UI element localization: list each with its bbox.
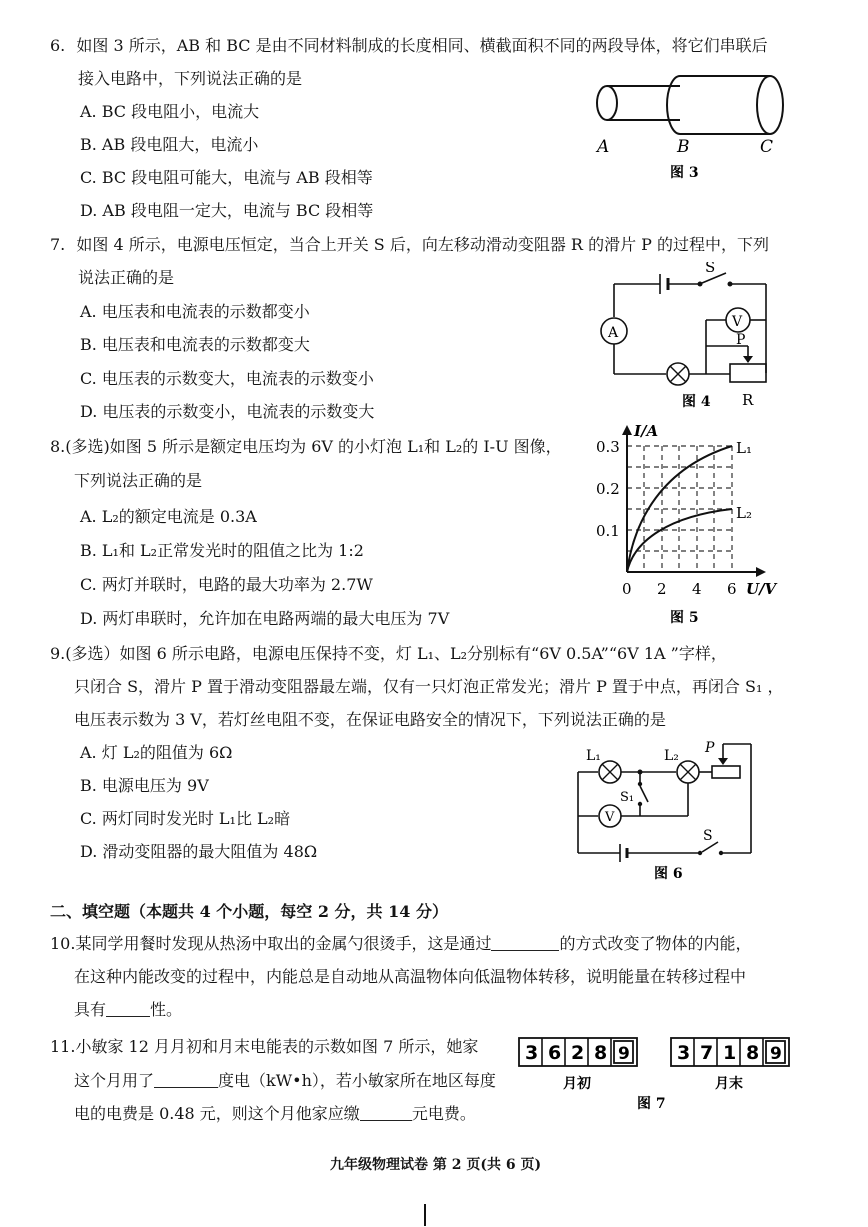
- figure-7-meters: [515, 1034, 795, 1119]
- q8-stem-line1: 8.(多选)如图 5 所示是额定电压均为 6V 的小灯泡 L₁和 L₂的 I-U 图像，: [50, 437, 562, 456]
- q8-option-c: C. 两灯并联时，电路的最大功率为 2.7W: [80, 575, 373, 594]
- fig5-label-l2: L₂: [736, 504, 752, 522]
- q9-number: 9.: [50, 644, 66, 663]
- fig5-ylabel: I/A: [634, 422, 659, 440]
- q10-blank-1[interactable]: [491, 936, 559, 951]
- svg-text:A: A: [608, 325, 619, 341]
- q10-stem-line3: 具有 性。: [74, 1000, 183, 1019]
- svg-text:V: V: [732, 314, 743, 330]
- fig7-caption: 图 7: [637, 1096, 666, 1112]
- fig4-switch-label: S: [705, 262, 716, 276]
- svg-text:3: 3: [677, 1042, 691, 1064]
- svg-text:0: 0: [622, 580, 632, 598]
- fig3-label-a: A: [597, 137, 610, 157]
- q9-option-b: B. 电源电压为 9V: [80, 776, 209, 795]
- q11-blank-1[interactable]: [154, 1073, 218, 1088]
- q11-stem-line2: 这个月用了 度电（kW•h），若小敏家所在地区每度: [74, 1071, 496, 1090]
- fig5-xlabel: U/V: [746, 580, 777, 598]
- q8-number: 8.: [50, 437, 66, 456]
- q6-stem-line2: 接入电路中，下列说法正确的是: [78, 69, 303, 88]
- q9-stem-line3: 电压表示数为 3 V，若灯丝电阻不变，在保证电路安全的情况下，下列说法正确的是: [74, 710, 666, 729]
- q6-option-d: D. AB 段电阻一定大，电流与 BC 段相等: [80, 201, 374, 220]
- svg-text:7: 7: [700, 1042, 714, 1064]
- page-binding-mark: [424, 1204, 426, 1226]
- q9-option-c: C. 两灯同时发光时 L₁比 L₂暗: [80, 809, 291, 828]
- meter-start: [519, 1038, 637, 1066]
- svg-text:S₁: S₁: [620, 790, 635, 805]
- svg-text:9: 9: [770, 1044, 782, 1064]
- svg-text:S: S: [703, 828, 713, 844]
- svg-text:L₂: L₂: [664, 748, 679, 764]
- q6-option-a: A. BC 段电阻小，电流大: [80, 102, 260, 121]
- q7-stem-line2: 说法正确的是: [78, 268, 175, 287]
- fig6-caption: 图 6: [654, 866, 683, 882]
- svg-text:1: 1: [723, 1042, 737, 1064]
- figure-3-conductor: [585, 62, 795, 182]
- page-footer: 九年级物理试卷 第 2 页(共 6 页): [330, 1157, 542, 1173]
- q7-option-a: A. 电压表和电流表的示数都变小: [80, 302, 310, 321]
- svg-text:R: R: [742, 391, 754, 409]
- fig4-rheostat: [730, 364, 766, 382]
- figure-6-circuit: [568, 738, 768, 888]
- q10-stem-line2: 在这种内能改变的过程中，内能总是自动地从高温物体向低温物体转移，说明能量在转移过程中: [74, 967, 747, 986]
- fig6-rheostat: [712, 766, 740, 778]
- svg-text:P: P: [705, 740, 715, 756]
- q8-option-a: A. L₂的额定电流是 0.3A: [80, 507, 257, 526]
- svg-text:0.2: 0.2: [596, 480, 620, 498]
- q10-stem-line1: 10.某同学用餐时发现从热汤中取出的金属勺很烫手，这是通过 的方式改变了物体的内能，: [50, 934, 752, 953]
- svg-text:6: 6: [727, 580, 737, 598]
- q6-option-b: B. AB 段电阻大，电流小: [80, 135, 259, 154]
- q7-number: 7.: [50, 235, 66, 254]
- q8-option-d: D. 两灯串联时，允许加在电路两端的最大电压为 7V: [80, 609, 450, 628]
- svg-text:0.3: 0.3: [596, 438, 620, 456]
- svg-text:P: P: [736, 332, 746, 348]
- section-2-heading: 二、填空题（本题共 4 个小题，每空 2 分，共 14 分）: [50, 902, 448, 921]
- q7-option-d: D. 电压表的示数变小，电流表的示数变大: [80, 402, 375, 421]
- q10-number: 10.: [50, 934, 76, 953]
- svg-text:4: 4: [692, 580, 702, 598]
- q10-blank-2[interactable]: [106, 1002, 150, 1017]
- q9-option-a: A. 灯 L₂的阻值为 6Ω: [80, 743, 233, 762]
- q9-option-d: D. 滑动变阻器的最大阻值为 48Ω: [80, 842, 318, 861]
- meter-end-label: 月末: [715, 1076, 743, 1092]
- q11-blank-2[interactable]: [360, 1106, 412, 1121]
- q11-stem-line3: 电的电费是 0.48 元，则这个月他家应缴 元电费。: [74, 1104, 476, 1123]
- svg-text:3: 3: [525, 1042, 539, 1064]
- svg-text:2: 2: [657, 580, 667, 598]
- fig5-label-l1: L₁: [736, 439, 752, 457]
- svg-text:V: V: [605, 810, 615, 825]
- q8-option-b: B. L₁和 L₂正常发光时的阻值之比为 1:2: [80, 541, 364, 560]
- q9-stem-line1: 9.(多选）如图 6 所示电路，电源电压保持不变，灯 L₁、L₂分别标有“6V 0.5A”“6V 1A ”字样，: [50, 644, 727, 663]
- figure-5-iu-graph: [590, 420, 790, 630]
- q7-stem-line1: 7. 如图 4 所示，电源电压恒定，当合上开关 S 后，向左移动滑动变阻器 R 的滑片 P 的过程中，下列: [50, 235, 770, 254]
- q9-stem-line2: 只闭合 S，滑片 P 置于滑动变阻器最左端，仅有一只灯泡正常发光；滑片 P 置于中点，再闭合 S₁ ，: [74, 677, 784, 696]
- q6-number: 6.: [50, 36, 66, 55]
- svg-text:0.1: 0.1: [596, 522, 620, 540]
- q11-number: 11.: [50, 1037, 76, 1056]
- q7-option-b: B. 电压表和电流表的示数都变大: [80, 335, 310, 354]
- figure-4-circuit: [590, 262, 780, 412]
- svg-text:2: 2: [571, 1042, 585, 1064]
- fig3-label-b: B: [677, 137, 690, 157]
- q6-option-c: C. BC 段电阻可能大，电流与 AB 段相等: [80, 168, 373, 187]
- q8-stem-line2: 下列说法正确的是: [74, 471, 203, 490]
- meter-start-label: 月初: [563, 1076, 591, 1092]
- svg-text:8: 8: [746, 1042, 760, 1064]
- fig4-caption: 图 4: [682, 394, 711, 410]
- fig3-label-c: C: [760, 137, 774, 157]
- fig5-caption: 图 5: [670, 610, 699, 626]
- fig3-caption: 图 3: [670, 165, 699, 181]
- svg-text:9: 9: [618, 1044, 630, 1064]
- svg-text:6: 6: [548, 1042, 562, 1064]
- svg-text:8: 8: [594, 1042, 608, 1064]
- svg-text:L₁: L₁: [586, 748, 601, 764]
- q11-stem-line1: 11.小敏家 12 月月初和月末电能表的示数如图 7 所示，她家: [50, 1037, 479, 1056]
- q7-option-c: C. 电压表的示数变大，电流表的示数变小: [80, 369, 374, 388]
- meter-end: [671, 1038, 789, 1066]
- q6-stem-line1: 6. 如图 3 所示，AB 和 BC 是由不同材料制成的长度相同、横截面积不同的两段导体，将它们串联后: [50, 36, 768, 55]
